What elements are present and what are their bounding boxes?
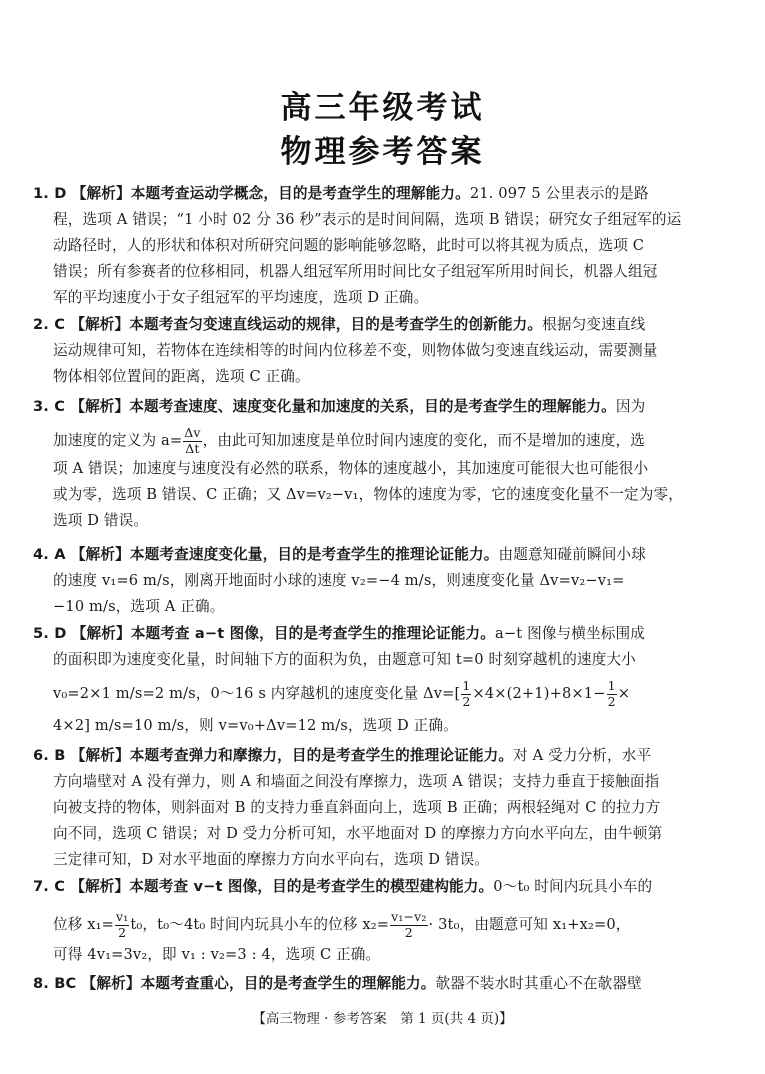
fraction-denominator: 2 — [118, 924, 127, 940]
answer-lead: 本题考查速度、速度变化量和加速度的关系，目的是考查学生的理解能力。 — [129, 398, 616, 415]
answer-text: 程，选项 A 错误；“1 小时 02 分 36 秒”表示的是时间间隔，选项 B 错误；研究女子组冠军的运 — [53, 211, 682, 228]
formula-lhs: a= — [161, 432, 183, 449]
fraction-denominator: 2 — [462, 693, 471, 709]
answer-lead: 本题考查重心，目的是考查学生的理解能力。 — [140, 975, 436, 992]
answer-lead: 本题考查 v−t 图像，目的是考查学生的模型建构能力。 — [129, 878, 494, 895]
answer-text: −10 m/s，选项 A 正确。 — [53, 598, 225, 615]
answer-text: 选项 D 错误。 — [53, 512, 149, 529]
answer-text: 三定律可知，D 对水平地面的摩擦力方向水平向右，选项 D 错误。 — [53, 851, 490, 868]
answer-text: ，由此可知加速度是单位时间内速度的变化，而不是增加的速度，选 — [202, 432, 645, 449]
page-title: 高三年级考试 — [280, 90, 485, 126]
answer-head: 2. C 【解析】 — [33, 316, 130, 333]
answer-text: 向被支持的物体，则斜面对 B 的支持力垂直斜面向上，选项 B 正确；两根轻绳对 C 的拉力方 — [53, 799, 661, 816]
fraction-numerator: v₁ — [116, 909, 129, 924]
answer-text: 物体相邻位置间的距离，选项 C 正确。 — [53, 368, 310, 385]
answer-head: 7. C 【解析】 — [33, 878, 130, 895]
fraction-v1-over-2 — [115, 911, 129, 939]
answer-head: 1. D 【解析】 — [33, 185, 131, 202]
answer-text: 项 A 错误；加速度与速度没有必然的联系，物体的速度越小，其加速度可能很大也可能很小 — [53, 460, 649, 477]
answer-text: 向不同，选项 C 错误；对 D 受力分析可知，水平地面对 D 的摩擦力方向水平向左，由牛顿第 — [53, 825, 663, 842]
answer-text: 或为零，选项 B 错误、C 正确；又 Δv=v₂−v₁，物体的速度为零，它的速度变化量不一定为零， — [53, 486, 684, 503]
answer-text: 可得 4v₁=3v₂，即 v₁ : v₂=3 : 4，选项 C 正确。 — [53, 946, 381, 963]
answer-text: 21. 097 5 公里表示的是路 — [469, 185, 649, 202]
answer-text: 由题意知碰前瞬间小球 — [498, 546, 646, 563]
answer-text: ×4×(2+1)+8×1− — [472, 685, 606, 702]
answer-text: 4×2] m/s=10 m/s，则 v=v₀+Δv=12 m/s，选项 D 正确。 — [53, 717, 458, 734]
answer-text: 根据匀变速直线 — [542, 316, 646, 333]
answer-lead: 本题考查 a−t 图像，目的是考查学生的推理论证能力。 — [130, 625, 496, 642]
answer-text: 动路径时，人的形状和体积对所研究问题的影响能够忽略，此时可以将其视为质点，选项 C — [53, 237, 645, 254]
fraction-half — [607, 680, 617, 708]
answer-head: 3. C 【解析】 — [33, 398, 130, 415]
answer-text: 方向墙壁对 A 没有弹力，则 A 和墙面之间没有摩擦力，选项 A 错误；支持力垂直于接触面指 — [53, 773, 660, 790]
answer-lead: 本题考查匀变速直线运动的规律，目的是考查学生的创新能力。 — [129, 316, 543, 333]
answer-lead: 本题考查运动学概念，目的是考查学生的理解能力。 — [130, 185, 470, 202]
page-subtitle: 物理参考答案 — [280, 134, 485, 170]
answer-text: 的速度 v₁=6 m/s，刚离开地面时小球的速度 v₂=−4 m/s，则速度变化量 Δv=v₂−v₁= — [53, 572, 625, 589]
fraction-denominator: Δt — [185, 440, 200, 456]
answer-text: 0～t₀ 时间内玩具小车的 — [493, 878, 653, 895]
answer-text: · 3t₀，由题意可知 x₁+x₂=0， — [428, 916, 631, 933]
answer-text: 军的平均速度小于女子组冠军的平均速度，选项 D 正确。 — [53, 289, 429, 306]
fraction-dv-dt — [183, 427, 201, 455]
fraction-denominator: 2 — [607, 693, 616, 709]
fraction-v1-minus-v2-over-2 — [390, 911, 427, 939]
answer-text: 运动规律可知，若物体在连续相等的时间内位移差不变，则物体做匀变速直线运动，需要测量 — [53, 342, 658, 359]
fraction-numerator: v₁−v₂ — [391, 909, 427, 924]
answer-text: × — [617, 685, 631, 702]
answer-text: 对 A 受力分析，水平 — [513, 747, 652, 764]
answer-head: 5. D 【解析】 — [33, 625, 131, 642]
answer-text: 欹器不装水时其重心不在欹器壁 — [435, 975, 642, 992]
answer-text: 加速度的定义为 — [53, 432, 161, 449]
answer-text: a−t 图像与横坐标围成 — [495, 625, 646, 642]
answer-text: 因为 — [615, 398, 646, 415]
fraction-numerator: 1 — [607, 678, 616, 693]
fraction-numerator: 1 — [462, 678, 471, 693]
answer-lead: 本题考查弹力和摩擦力，目的是考查学生的推理论证能力。 — [129, 747, 514, 764]
answer-text: 错误；所有参赛者的位移相同，机器人组冠军所用时间比女子组冠军所用时间长，机器人组冠 — [53, 263, 658, 280]
fraction-half — [461, 680, 471, 708]
answer-head: 6. B 【解析】 — [33, 747, 130, 764]
answer-text: 位移 x₁= — [53, 916, 115, 933]
fraction-numerator: Δv — [184, 425, 201, 440]
fraction-denominator: 2 — [404, 924, 413, 940]
answer-text: v₀=2×1 m/s=2 m/s，0～16 s 内穿越机的速度变化量 Δv=[ — [53, 685, 461, 702]
answer-head: 8. BC 【解析】 — [33, 975, 141, 992]
page-footer: 【高三物理 · 参考答案 第 1 页(共 4 页)】 — [252, 1011, 513, 1027]
answer-text: 的面积即为速度变化量，时间轴下方的面积为负，由题意可知 t=0 时刻穿越机的速度大小 — [53, 651, 636, 668]
answer-text: t₀，t₀～4t₀ 时间内玩具小车的位移 x₂= — [130, 916, 390, 933]
answer-head: 4. A 【解析】 — [33, 546, 130, 563]
answer-lead: 本题考查速度变化量，目的是考查学生的推理论证能力。 — [129, 546, 499, 563]
